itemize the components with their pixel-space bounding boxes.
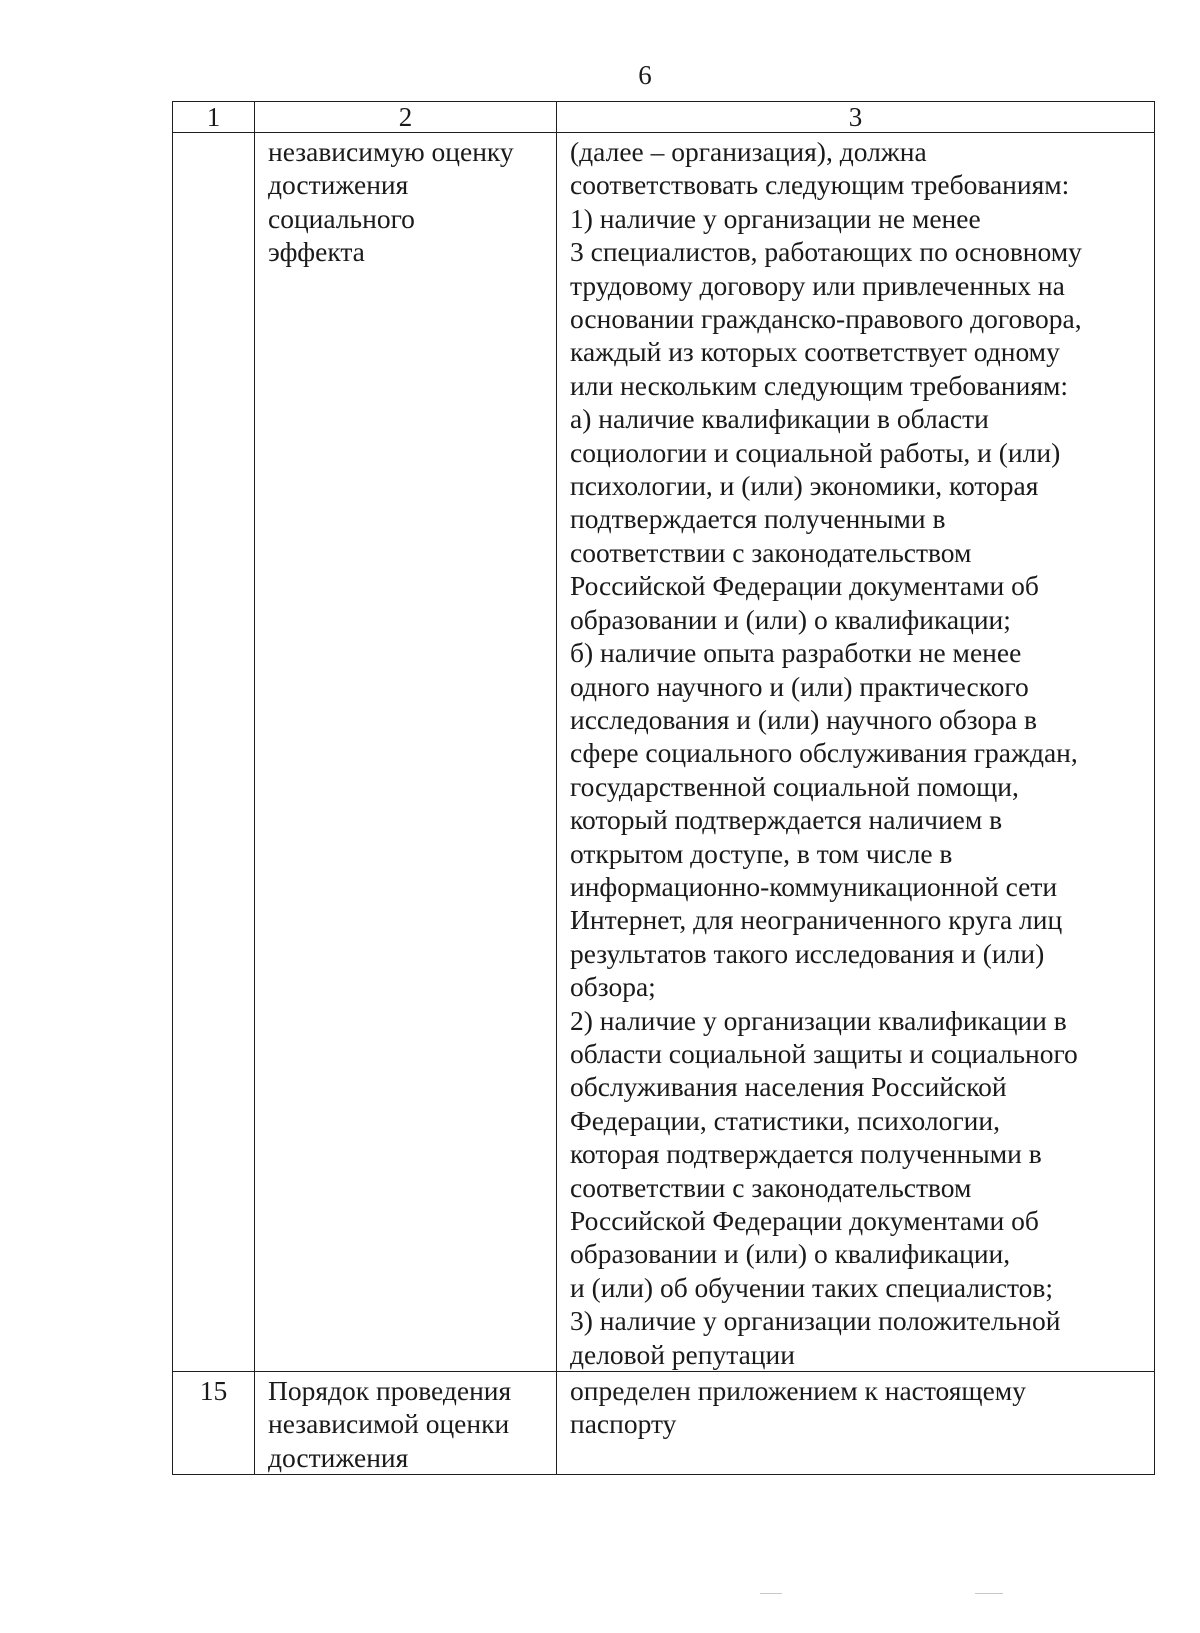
row-number-cell [173,133,255,1372]
cell-text-line: обслуживания населения Российской [570,1071,1007,1103]
cell-text-line: независимую оценку [268,136,514,167]
cell-text-line: образовании и (или) о квалификации, [570,1238,1011,1270]
table-row [173,1372,1155,1475]
cell-text-line: основании гражданско-правового договора, [570,303,1082,335]
row-description-cell [557,1372,1155,1475]
cell-text-line: информационно-коммуникационной сети [570,870,1058,902]
header-cell-2: 2 [255,102,557,133]
cell-text-line: или нескольким следующим требованиям: [570,369,1069,401]
cell-text-line: достижения [268,1441,409,1473]
cell-text-line: одного научного и (или) практического [570,670,1029,702]
cell-text-line: и (или) об обучении таких специалистов; [570,1271,1054,1303]
header-cell-1: 1 [173,102,255,133]
cell-text-line: Российской Федерации документами об [570,1205,1039,1236]
cell-text-line: 3 специалистов, работающих по основному [570,236,1082,268]
cell-text-line: соответствии с законодательством [570,536,972,568]
row-name-cell [255,1372,557,1475]
document-table [172,101,1155,1475]
cell-text-line: подтверждается полученными в [570,503,946,535]
cell-text-line: определен приложением к настоящему [570,1375,1026,1407]
cell-text-line: трудовому договору или привлеченных на [570,269,1065,301]
cell-text-line: (далее – организация), должна [570,136,927,167]
row-description-cell [557,133,1155,1372]
cell-text-line: результатов такого исследования и (или) [570,937,1045,969]
scan-mark [760,1593,782,1594]
cell-text-line: соответствовать следующим требованиям: [570,169,1070,201]
cell-text-line: каждый из которых соответствует одному [570,336,1060,368]
cell-text-line: который подтверждается наличием в [570,804,1003,836]
cell-text-line: исследования и (или) научного обзора в [570,703,1037,735]
cell-text-line: 1) наличие у организации не менее [570,202,981,234]
cell-text-line: деловой репутации [570,1338,795,1370]
header-cell-3: 3 [557,102,1155,133]
cell-text-line: эффекта [268,236,365,268]
cell-text-line: 3) наличие у организации положительной [570,1305,1061,1337]
cell-text-line: независимой оценки [268,1408,510,1440]
cell-text-line: образовании и (или) о квалификации; [570,603,1011,635]
cell-text-line: социологии и социальной работы, и (или) [570,436,1061,468]
cell-text-line: психологии, и (или) экономики, которая [570,470,1039,502]
cell-text-line: открытом доступе, в том числе в [570,837,953,869]
row-number-cell: 15 [173,1372,255,1475]
cell-text-line: сфере социального обслуживания граждан, [570,737,1078,769]
row-name-cell [255,133,557,1372]
cell-text-line: обзора; [570,971,656,1003]
table-row [173,133,1155,1372]
scan-mark [975,1593,1003,1594]
cell-text-line: б) наличие опыта разработки не менее [570,637,1022,669]
cell-text-line: Федерации, статистики, психологии, [570,1104,1000,1136]
cell-text-line: а) наличие квалификации в области [570,403,989,435]
cell-text-line: достижения [268,169,409,201]
page-number: 6 [638,60,652,90]
cell-text-line: паспорту [570,1408,677,1440]
cell-text-line: Порядок проведения [268,1375,512,1407]
table-header-row [173,102,1155,133]
cell-text-line: области социальной защиты и социального [570,1037,1078,1069]
cell-text-line: которая подтверждается полученными в [570,1138,1042,1170]
cell-text-line: Российской Федерации документами об [570,570,1039,602]
cell-text-line: социального [268,202,415,234]
cell-text-line: Интернет, для неограниченного круга лиц [570,904,1063,936]
cell-text-line: государственной социальной помощи, [570,770,1019,802]
cell-text-line: 2) наличие у организации квалификации в [570,1004,1067,1036]
cell-text-line: соответствии с законодательством [570,1171,972,1203]
